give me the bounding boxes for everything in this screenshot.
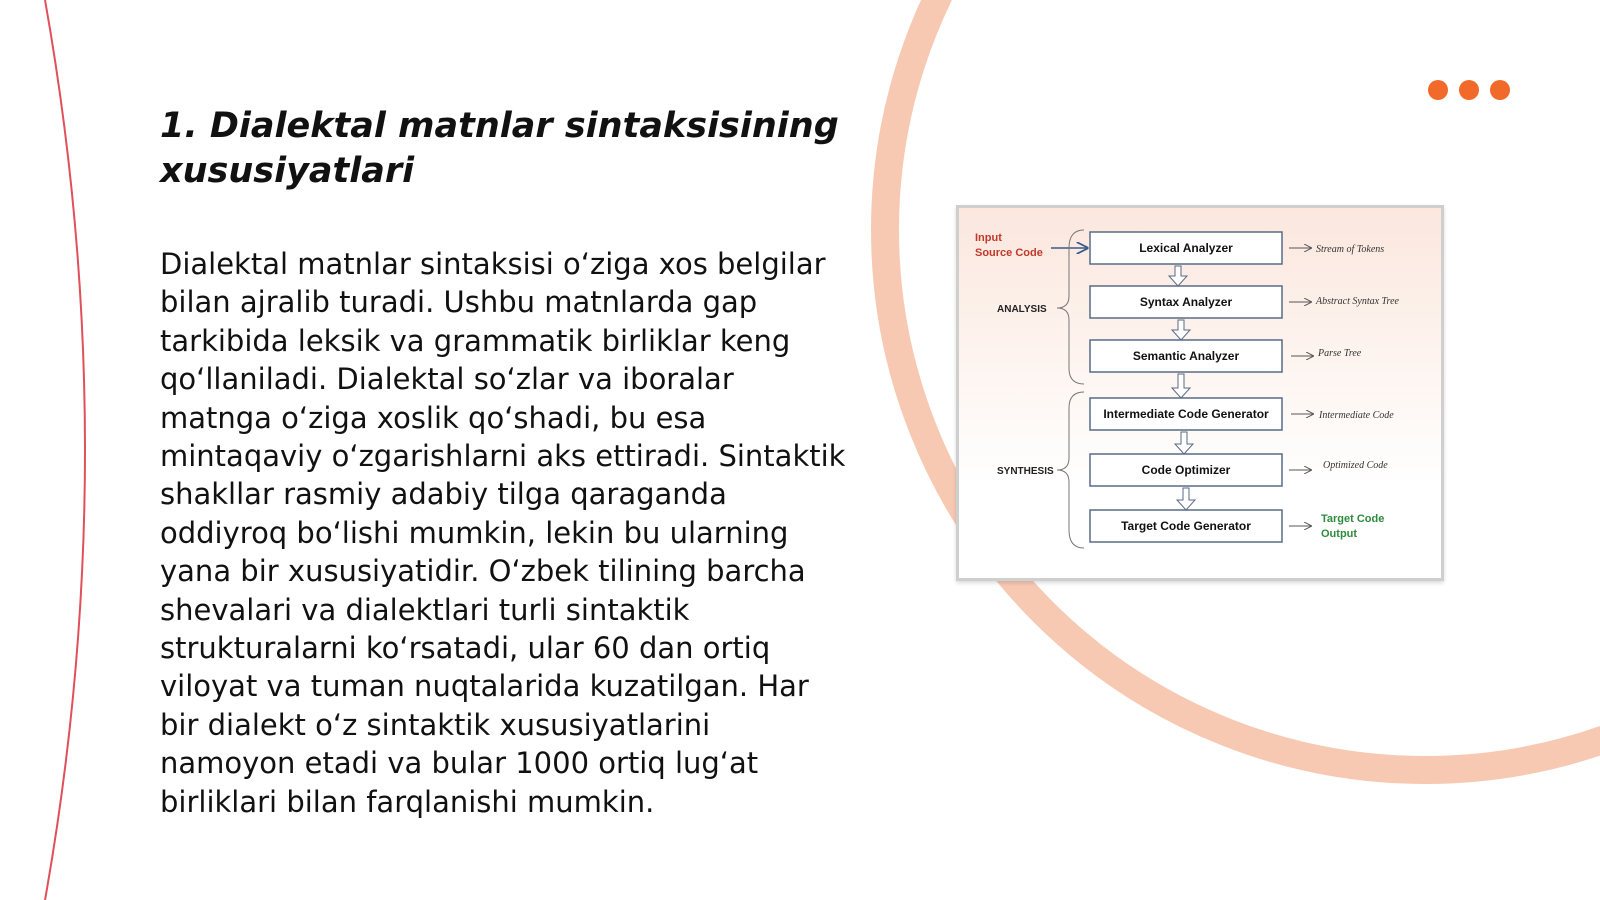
input-label-line1: Input (975, 232, 1002, 244)
analysis-brace (1057, 230, 1084, 384)
stage-label-code-optimizer: Code Optimizer (1141, 463, 1231, 477)
dot-1 (1428, 80, 1448, 100)
analysis-label: ANALYSIS (997, 304, 1047, 315)
output-label-abstract-syntax-tree: Abstract Syntax Tree (1316, 296, 1399, 307)
output-label-optimized-code: Optimized Code (1323, 460, 1388, 471)
output-label-output: Output (1321, 528, 1358, 540)
down-arrow-5 (1177, 488, 1195, 510)
output-label-parse-tree: Parse Tree (1318, 348, 1362, 359)
synthesis-brace (1057, 392, 1084, 548)
compiler-phases-diagram (956, 205, 1444, 581)
output-label-target-code: Target Code (1321, 513, 1385, 525)
down-arrow-1 (1169, 266, 1187, 286)
down-arrow-4 (1175, 432, 1193, 454)
decorative-dots (1428, 80, 1510, 100)
output-label-stream-of-tokens: Stream of Tokens (1316, 244, 1385, 255)
stage-label-target-code-generator: Target Code Generator (1121, 519, 1251, 533)
stage-label-intermediate-code-generator: Intermediate Code Generator (1103, 407, 1269, 421)
slide-body-text: Dialektal matnlar sintaksisi o‘ziga xos belgilar bilan ajralib turadi. Ushbu matnlarda gap tarkibida leksik va grammatik birliklar keng qo‘llaniladi. Dialektal so‘zlar va iboralar matnga o‘ziga xoslik qo‘shadi, bu esa mintaqaviy o‘zgarishlarni aks ettiradi. Sintaktik shakllar rasmiy adabiy tilga qaraganda oddiyroq bo‘lishi mumkin, lekin bu ularning yana bir xususiyatidir. O‘zbek tilining barcha shevalari va dialektlari turli sintaktik strukturalarni ko‘rsatadi, ular 60 dan ortiq viloyat va tuman nuqtalarida kuzatilgan. Har bir dialekt o‘z sintaktik xususiyatlarini namoyon etadi va bular 1000 ortiq lug‘at birliklari bilan farqlanishi mumkin. (160, 247, 846, 819)
down-arrow-3 (1172, 374, 1190, 398)
output-label-intermediate-code: Intermediate Code (1319, 410, 1394, 421)
stage-label-semantic-analyzer: Semantic Analyzer (1132, 349, 1240, 363)
stage-label-syntax-analyzer: Syntax Analyzer (1139, 295, 1233, 309)
dot-3 (1490, 80, 1510, 100)
down-arrow-2 (1172, 320, 1190, 340)
slide-title: 1. Dialektal matnlar sintaksisining xususiyatlari (160, 106, 839, 191)
input-label-line2: Source Code (975, 247, 1043, 259)
synthesis-label: SYNTHESIS (997, 466, 1054, 477)
stage-label-lexical-analyzer: Lexical Analyzer (1139, 241, 1233, 255)
left-edge-curve (45, 0, 85, 900)
dot-2 (1459, 80, 1479, 100)
